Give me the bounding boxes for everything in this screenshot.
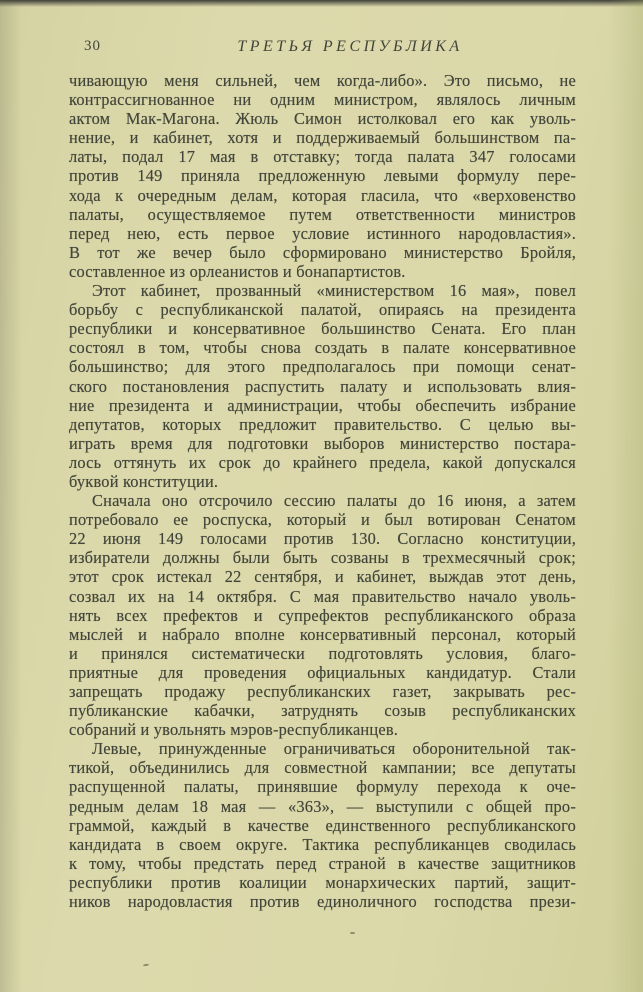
text-line: составленное из орлеанистов и бонапартистов. xyxy=(69,261,406,281)
text-line: против 149 приняла предложенную левыми формулу пере- xyxy=(69,166,576,186)
ink-speck xyxy=(350,932,355,934)
paragraph xyxy=(69,281,576,491)
paragraph xyxy=(69,739,576,911)
text-line: тикой, объединились для совместной кампании; все депутаты xyxy=(69,758,576,778)
text-line: чивающую меня сильней, чем когда-либо». Это письмо, не xyxy=(69,71,576,90)
text-line: Левые, принужденные ограничиваться оборонительной так- xyxy=(92,739,576,759)
text-block xyxy=(69,71,576,911)
text-line: Сначала оно отсрочило сессию палаты до 16 июня, а затем xyxy=(92,491,576,511)
text-line: перед нею, есть первое условие истинного народовластия». xyxy=(69,223,576,243)
text-line: нение, и кабинет, хотя и поддерживаемый большинством па- xyxy=(69,128,576,148)
text-line: потребовало ее роспуска, который и был вотирован Сенатом xyxy=(69,510,576,530)
text-line: этот срок истекал 22 сентября, и кабинет, выждав этот день, xyxy=(69,567,576,587)
text-line: ние президента и администрации, чтобы обеспечить избрание xyxy=(69,395,576,415)
text-line: к тому, чтобы предстать перед страной в качестве защитников xyxy=(69,853,576,873)
text-line: В тот же вечер было сформировано министерство Бройля, xyxy=(69,242,576,262)
text-line: республики и консервативное большинство Сената. Его план xyxy=(69,319,576,339)
scan-edge-left xyxy=(0,0,22,992)
text-line: играть время для подготовки выборов министерство постара- xyxy=(69,433,576,453)
text-line: кандидата в своем округе. Тактика республиканцев сводилась xyxy=(69,834,576,854)
text-line: распущенной палаты, принявшие формулу перехода к оче- xyxy=(69,777,576,797)
text-line: и принялся систематически подготовлять условия, благо- xyxy=(69,643,576,663)
text-line: актом Мак-Магона. Жюль Симон истолковал его как уволь- xyxy=(69,109,576,129)
text-line: большинство; для этого предполагалось при помощи сенат- xyxy=(69,357,576,377)
ink-speck xyxy=(143,964,149,967)
paragraph xyxy=(69,71,576,281)
text-line: лось оттянуть их срок до крайнего предела, какой допускался xyxy=(69,452,576,472)
text-line: контрассигнованное ни одним министром, являлось личным xyxy=(69,90,576,110)
paragraph xyxy=(69,491,576,739)
text-line: ников народовластия против единоличного господства прези- xyxy=(69,892,576,912)
text-line: граммой, каждый в качестве единственного республиканского xyxy=(69,815,576,835)
text-line: борьбу с республиканской палатой, опираясь на президента xyxy=(69,300,576,320)
text-line: редным делам 18 мая — «363», — выступили с общей про- xyxy=(69,796,576,816)
scan-edge-top xyxy=(0,0,643,7)
text-line: приятные для проведения официальных кандидатур. Стали xyxy=(69,662,576,682)
text-line: палаты, осуществляемое путем ответственности министров xyxy=(69,204,576,224)
text-line: собраний и увольнять мэров-республиканцев. xyxy=(69,720,399,740)
text-line: латы, подал 17 мая в отставку; тогда палата 347 голосами xyxy=(69,147,576,167)
text-line: ского постановления распустить палату и использовать влия- xyxy=(69,376,576,396)
text-line: мыслей и набрало вполне консервативный персонал, который xyxy=(69,624,576,644)
text-line: состоял в том, чтобы снова создать в палате консервативное xyxy=(69,338,576,358)
text-line: депутатов, которых предложит правительство. С целью вы- xyxy=(69,414,576,434)
text-line: буквой конституции. xyxy=(69,471,219,491)
text-line: нять всех префектов и супрефектов республиканского образа xyxy=(69,605,576,625)
page-number: 30 xyxy=(84,38,101,54)
text-line: избиратели должны были быть созваны в трехмесячный срок; xyxy=(69,548,576,568)
text-line: республики против коалиции монархических партий, защит- xyxy=(69,872,576,892)
text-line: хода к очередным делам, которая гласила, что «верховенство xyxy=(69,185,576,205)
text-line: 22 июня 149 голосами против 130. Согласно конституции, xyxy=(69,529,576,549)
text-line: запрещать продажу республиканских газет, закрывать рес- xyxy=(69,682,576,701)
scan-edge-right xyxy=(609,0,643,992)
text-line: Этот кабинет, прозванный «министерством 16 мая», повел xyxy=(92,281,576,301)
running-head: ТРЕТЬЯ РЕСПУБЛИКА xyxy=(237,38,463,55)
text-line: публиканские кабачки, затруднять созыв республиканских xyxy=(69,701,576,721)
text-line: созвал их на 14 октября. С мая правительство начало уволь- xyxy=(69,586,576,606)
